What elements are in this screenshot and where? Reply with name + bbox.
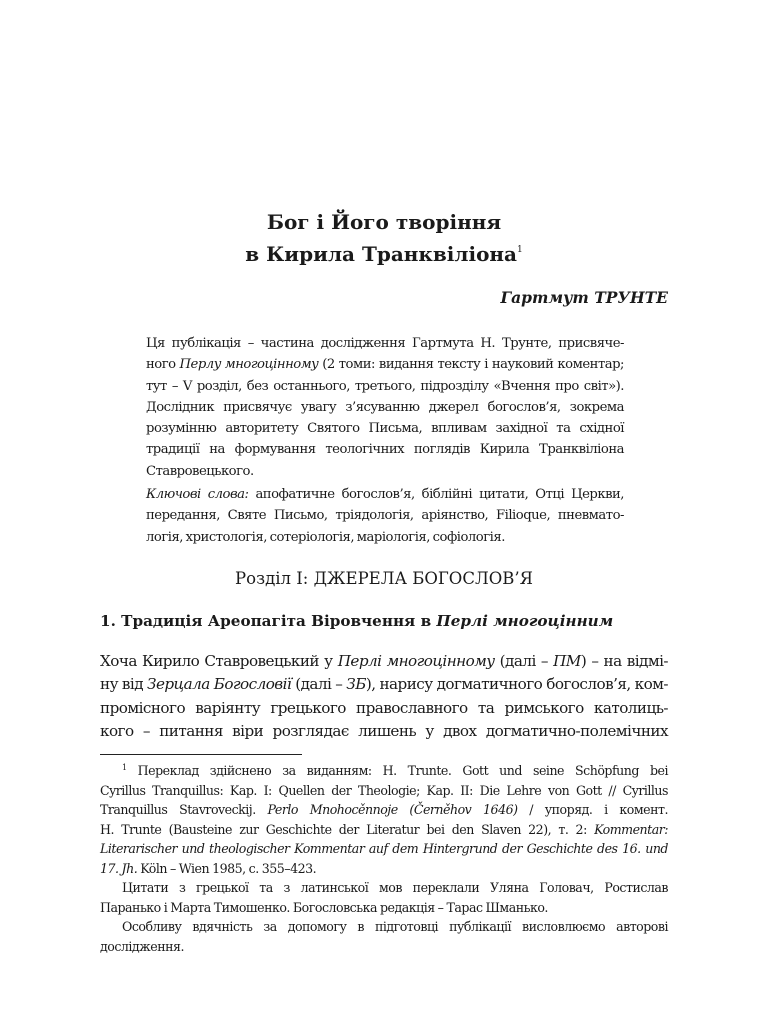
footnote-line: дослідження. [100,938,184,954]
footnote-emphasis: 17. Jh. [100,860,138,876]
body-line: кого – питання віри розглядає лишень у двох догматично-полемічних [100,721,668,740]
footnote-1-acknowledgement [100,917,668,956]
abstract [146,333,624,548]
subsection-heading-emphasis: Перлі многоцінним [436,612,614,630]
footnote-line: Цитати з грецької та з латинської мов переклали Уляна Головач, Ростислав [122,880,668,895]
body-emphasis: Зерцала Богословії [147,675,292,694]
title-line-2 [0,236,768,268]
footnote-1 [100,758,668,878]
footnote-line [100,758,668,781]
footnote-line: Особливу вдячність за допомогу в підготовці публікації висловлюємо авторові [122,919,668,934]
keywords-line: логія, христологія, сотеріологія, маріологія, софіологія. [146,529,505,545]
body-emphasis: ЗБ [346,675,366,694]
footnote-1-continued [100,878,668,917]
abstract-line [146,354,624,375]
footnote-line: Паранько і Марта Тимошенко. Богословська редакція – Тарас Шманько. [100,899,548,915]
subsection-heading [100,612,613,630]
body-text: (далі – [494,652,554,670]
footnote-text: Tranquillus Stavroveckij. [100,802,268,817]
abstract-line: традиції на формування теологічних поглядів Кирила Транквіліона [146,442,624,458]
title-line-1: Бог і Його творіння [266,210,502,234]
article-title [0,208,768,268]
footnote-line [100,800,668,820]
body-text: (далі – [291,675,347,694]
body-paragraph [100,650,668,743]
keywords-line: передання, Святе Письмо, тріядологія, аріянство, Filioque, пневмато- [146,508,624,524]
footnote-line: Cyrillus Tranquillus: Kap. I: Quellen der Theologie; Kap. II: Die Lehre von Gott // Cyrillus [100,782,668,798]
body-emphasis: Перлі многоцінному [337,652,495,670]
abstract-text: ного [146,357,180,373]
keywords-label: Ключові слова: [146,487,249,503]
body-text: ну від [100,675,148,694]
subsection-heading-text: 1. Традиція Ареопагіта Віровчення в [100,612,437,630]
abstract-line: Ця публікація – частина дослідження Гартмута Н. Трунте, присвяче- [146,336,624,351]
body-line [100,650,668,673]
body-text: Хоча Кирило Ставровецький у [100,652,338,670]
abstract-line: тут – V розділ, без останнього, третього, підрозділу «Вчення про світ»). [146,378,624,394]
title-line-2-text: в Кирила Транквіліона [245,242,518,266]
footnote-text: H. Trunte (Bausteine zur Geschichte der Literatur bei den Slaven 22), т. 2: [100,821,595,837]
abstract-line: Дослідник присвячує увагу з’ясуванню джерел богослов’я, зокрема [146,399,624,415]
footnote-emphasis: Kommentar: [594,821,668,837]
footnote-line [100,859,668,879]
keywords-text: апофатичне богослов’я, біблійні цитати, Отці Церкви, [248,487,624,503]
keywords-paragraph [146,484,624,548]
body-emphasis: ПМ [553,652,581,670]
footnote-1-mark: 1 [122,763,127,772]
abstract-line: розумінню авторитету Святого Письма, впливам західної та східної [146,421,624,437]
body-line [100,673,668,696]
footnote-emphasis: Perlo Mnohocěnnoje (Černěhov 1646) [267,802,518,817]
body-text: ), нарису догматичного богослов’я, ком- [365,675,669,694]
footnote-separator [100,754,302,755]
footnote-text: Переклад здійснено за виданням: H. Trunte. Gott und seine Schöpfung bei [126,763,668,778]
abstract-text: (2 томи: видання тексту і науковий коментар; [318,357,624,373]
footnotes [100,758,668,956]
abstract-paragraph [146,333,624,482]
section-heading: Розділ І: ДЖЕРЕЛА БОГОСЛОВ’Я [235,569,533,588]
footnote-text: Köln – Wien 1985, с. 355–423. [137,860,317,876]
abstract-title-emphasis: Перлу многоцінному [179,357,319,373]
footnote-line [100,839,668,859]
footnote-emphasis: Literarischer und theologischer Kommentar auf dem Hintergrund der Geschichte des 16. und [100,841,668,856]
title-footnote-mark[interactable]: 1 [517,245,523,255]
footnote-line [100,820,668,840]
keywords-line [146,484,624,505]
footnote-text: / упоряд. і комент. [517,802,668,817]
abstract-line: Ставровецького. [146,463,254,479]
author-name: Гартмут ТРУНТЕ [500,288,668,307]
body-text: ) – на відмі- [580,652,669,670]
body-line: промісного варіянту грецького православного та римського католиць- [100,698,668,717]
